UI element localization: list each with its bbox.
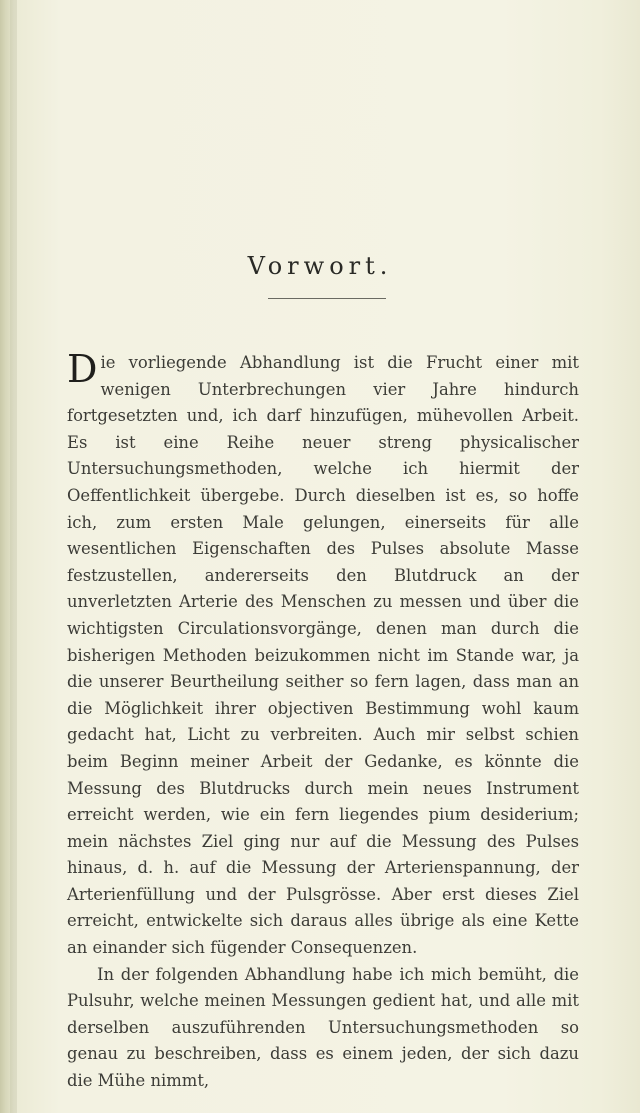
page-edge-stain <box>10 0 17 1113</box>
preface-text <box>67 347 579 1095</box>
paragraph-2: In der folgenden Abhandlung habe ich mich bemüht, die Pulsuhr, welche meinen Messungen gedient hat, und alle mit derselben auszuführenden Untersuchungsmethoden so genau zu beschreiben, dass es einem jeden, der sich dazu die Mühe nimmt, <box>67 964 579 1091</box>
paragraph-1 <box>67 347 579 962</box>
paragraph-1-text: ie vorliegende Abhandlung ist die Frucht einer mit wenigen Unterbrechungen vier Jahre hindurch fortgesetzten und, ich darf hinzufügen, mühevollen Arbeit. Es ist eine Reihe neuer streng physicalischer Untersuchungsmethoden, welche ich hiermit der Oeffentlichkeit übergebe. Durch dieselben ist es, so hoffe ich, zum ersten Male gelungen, einerseits für alle wesentlichen Eigenschaften des Pulses absolute Masse festzustellen, andererseits den Blutdruck an der unverletzten Arterie des Menschen zu messen und über die wichtigsten Circulationsvorgänge, denen man durch die bisherigen Methoden beizukommen nicht im Stande war, ja die unserer Beurtheilung seither so fern lagen, dass man an die Möglichkeit ihrer objectiven Bestimmung wohl kaum gedacht hat, Licht zu verbreiten. Auch mir selbst schien beim Beginn meiner Arbeit der Gedanke, es könnte die Messung des Blutdrucks durch mein neues Instrument erreicht werden, wie ein fern liegendes pium desiderium; mein nächstes Ziel ging nur auf die Messung des Pulses hinaus, d. h. auf die Messung der Arterienspannung, der Arterienfüllung und der Pulsgrösse. Aber erst dieses Ziel erreicht, entwickelte sich daraus alles übrige als eine Kette an einander sich fügender Consequenzen. <box>67 353 579 958</box>
page-title: Vorwort. <box>247 252 393 280</box>
title-rule <box>268 298 386 299</box>
drop-cap: D <box>67 347 98 391</box>
